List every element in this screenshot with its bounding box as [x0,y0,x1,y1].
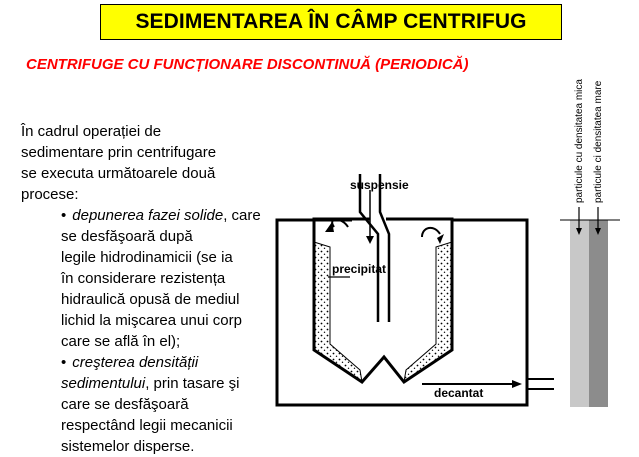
precipitate-right [404,242,452,382]
bullet-line: care se desfăşoară [61,396,189,413]
bullet-line: sistemelor disperse. [61,438,195,455]
bullet-marker: • [61,207,67,224]
feed-arrow-head [366,236,374,244]
bullet-line: legile hidrodinamicii (se ia [61,249,233,266]
slide-title: SEDIMENTAREA ÎN CÂMP CENTRIFUG [135,10,527,33]
intro-paragraph [21,121,271,205]
bullet-emphasis: depunerea fazei solide [72,207,224,224]
suspensie-label: suspensie [350,178,409,192]
circulation-arrow-right [422,228,440,237]
feed-pipe-left [360,174,378,322]
decantat-label: decantat [434,386,484,400]
bullet-line: care se află în el); [61,333,181,350]
slide-subtitle: CENTRIFUGE CU FUNCȚIONARE DISCONTINUĂ (PERIODICĂ) [26,56,469,73]
intro-line: sedimentare prin centrifugare [21,144,217,161]
bullet-line: lichid la mişcarea unui corp [61,312,242,329]
bullet-line: , care se desfăşoară după [61,207,261,245]
low-density-label: particule cu densitatea mica [574,79,585,203]
bullet-line: respectând legii mecanicii [61,417,233,434]
feed-pipe-right [380,174,389,322]
density-strip-diagram [560,55,635,410]
high-density-band [589,220,608,407]
high-density-label: particule ci densitatea mare [593,80,604,203]
circulation-arrow-right-head [437,234,444,244]
intro-line: În cadrul operației de [21,123,162,140]
low-density-band [570,220,589,407]
bullet-emphasis: creşterea densității [72,354,199,371]
intro-line: procese: [21,186,79,203]
bullet-line: , prin tasare şi [145,375,240,392]
outlet-pipe [527,379,554,389]
slide-title-bar [100,4,562,40]
precipitat-label: precipitat [332,262,387,276]
bullet-emphasis: sedimentului [61,375,146,392]
discharge-arrow-head [512,380,522,388]
bullet-marker: • [61,354,67,371]
intro-line: se executa următoarele două [21,165,216,182]
bullet-item-densification [61,352,271,457]
bullet-line: în considerare rezistența [61,270,226,287]
bullet-line: hidraulică opusă de mediul [61,291,240,308]
centrifuge-diagram [272,172,557,412]
body-text [21,121,271,457]
bullet-item-deposition [61,205,271,352]
